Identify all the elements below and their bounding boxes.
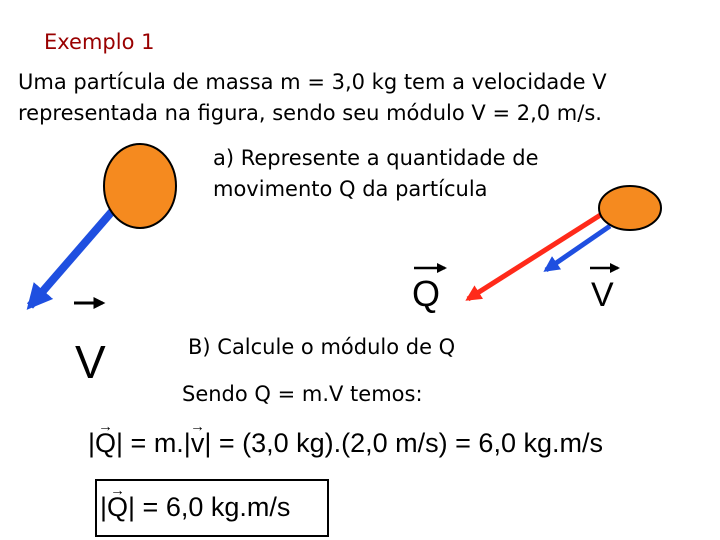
particle-left — [104, 144, 176, 228]
label-v-right: V — [591, 276, 614, 314]
problem-line-1: Uma partícula de massa m = 3,0 kg tem a velocidade V — [18, 70, 607, 94]
question-b: B) Calcule o módulo de Q — [188, 335, 456, 359]
momentum-arrow — [468, 214, 602, 299]
eq-v-vector: → v — [191, 428, 205, 459]
question-a-line-2: movimento Q da partícula — [213, 177, 488, 201]
eq-rest: | = (3,0 kg).(2,0 m/s) = 6,0 kg.m/s — [204, 428, 603, 458]
result-rest: | = 6,0 kg.m/s — [128, 492, 291, 522]
eq-mid: | = m.| — [116, 428, 191, 458]
question-a-line-1: a) Represente a quantidade de — [213, 146, 539, 170]
eq-open-bar: | — [88, 428, 96, 458]
example-title: Exemplo 1 — [44, 30, 155, 54]
sendo-text: Sendo Q = m.V temos: — [182, 382, 423, 406]
result-equation — [100, 492, 290, 523]
velocity-arrow-left — [30, 208, 115, 306]
result-q-vector: → Q — [107, 492, 128, 523]
problem-line-2: representada na figura, sendo seu módulo V = 2,0 m/s. — [18, 101, 602, 125]
result-open-bar: | — [100, 492, 108, 522]
question-a — [213, 143, 613, 205]
label-v-left: V — [75, 336, 106, 388]
velocity-arrow-right — [546, 226, 610, 270]
momentum-equation — [88, 428, 603, 459]
label-q: Q — [412, 273, 441, 314]
eq-q-vector: → Q — [95, 428, 116, 459]
